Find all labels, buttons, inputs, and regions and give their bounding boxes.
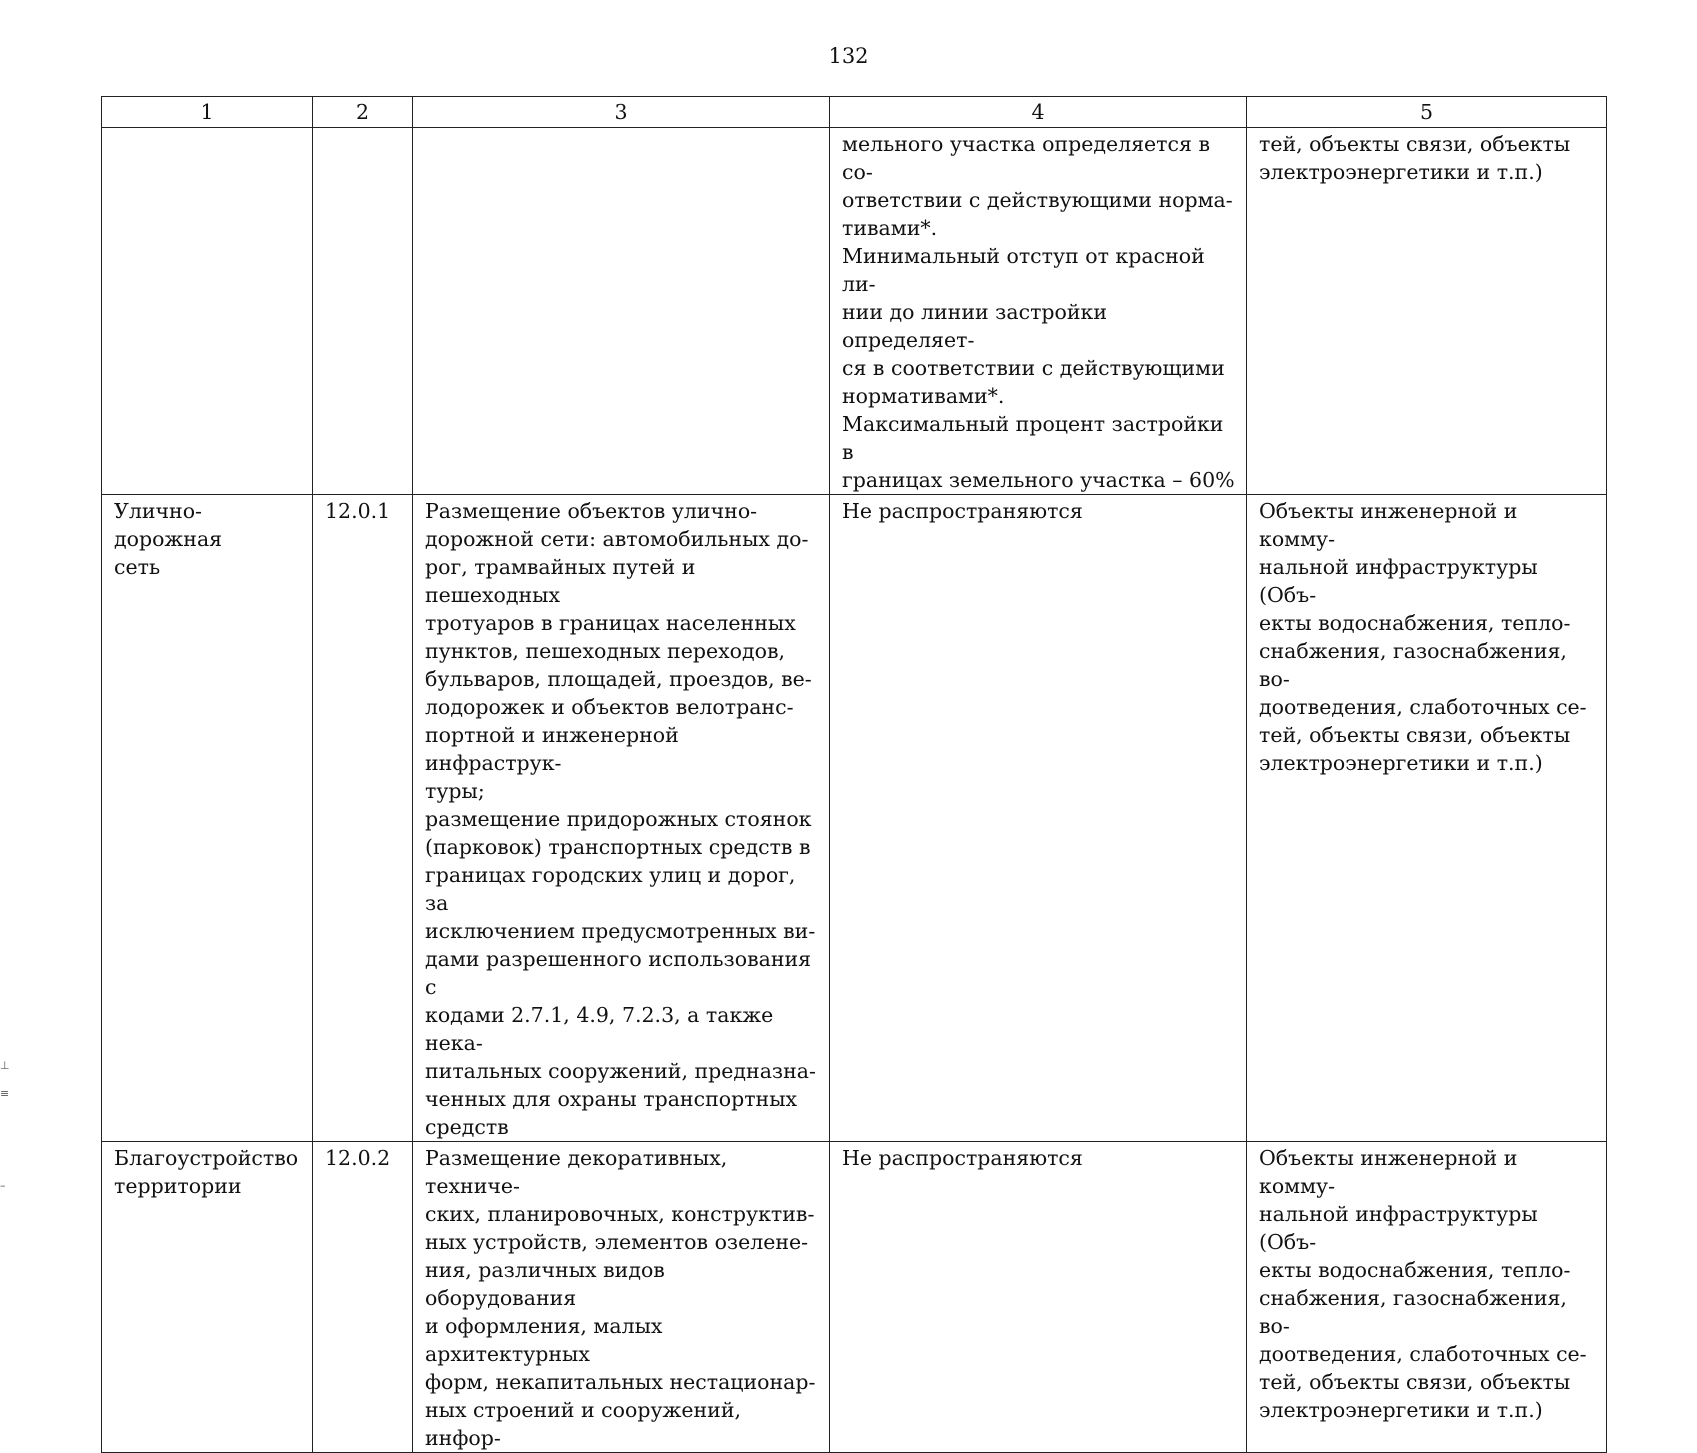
cell-empty <box>413 128 830 495</box>
cell-code <box>313 1142 413 1453</box>
table-row <box>102 495 1607 1142</box>
cell-code <box>313 495 413 1142</box>
cell-description <box>413 495 830 1142</box>
table-row-continuation <box>102 128 1607 495</box>
cell-auxiliary <box>1247 495 1607 1142</box>
cell-empty <box>102 128 313 495</box>
auxiliary-text: Объекты инженерной и комму- нальной инфраструктуры (Объ- екты водоснабжения, тепло- снабжения, газоснабжения, во- доотведения, слаботочных се- тей, объекты связи, объекты электроэнергетики и т.п.) <box>1259 499 1587 775</box>
page-number: 132 <box>828 44 869 68</box>
margin-mark: ≡ <box>0 1087 10 1100</box>
cell-auxiliary <box>1247 1142 1607 1453</box>
column-header-1: 1 <box>102 97 313 128</box>
cell-description <box>413 1142 830 1453</box>
use-type-code: 12.0.1 <box>325 499 391 523</box>
parameters-text: мельного участка определяется в со- ответствии с действующими норма- тивами*. Минимальный отступ от красной ли- нии до линии застройки определяет- ся в соответствии с действующими нормативами*. Максимальный процент застройки в границах земельного участка – 60% <box>842 132 1235 492</box>
use-type-description: Размещение объектов улично- дорожной сети: автомобильных до- рог, трамвайных путей и пешеходных тротуаров в границах населенных пунктов, пешеходных переходов, бульваров, площадей, проездов, ве- лодорожек и объектов велотранс- портной и инженерной инфраструк- туры; размещение придорожных стоянок (парковок) транспортных средств в границах городских улиц и дорог, за исключением предусмотренных ви- дами разрешенного использования с кодами 2.7.1, 4.9, 7.2.3, а также нека- питальных сооружений, предназна- ченных для охраны транспортных средств <box>425 499 816 1139</box>
auxiliary-text: тей, объекты связи, объекты электроэнергетики и т.п.) <box>1259 132 1571 184</box>
margin-mark: – <box>0 1179 6 1192</box>
column-header-3: 3 <box>413 97 830 128</box>
cell-auxiliary <box>1247 128 1607 495</box>
use-type-name: Благоустройство территории <box>114 1146 299 1198</box>
cell-name <box>102 1142 313 1453</box>
column-header-4: 4 <box>830 97 1247 128</box>
column-header-2: 2 <box>313 97 413 128</box>
use-type-description: Размещение декоративных, техниче- ских, планировочных, конструктив- ных устройств, элементов озелене- ния, различных видов оборудования и оформления, малых архитектурных форм, некапитальных нестационар- ных строений и сооружений, инфор- <box>425 1146 816 1450</box>
cell-parameters <box>830 495 1247 1142</box>
cell-empty <box>313 128 413 495</box>
use-type-name: Улично-дорожная сеть <box>114 499 223 579</box>
parameters-text: Не распространяются <box>842 499 1083 523</box>
cell-parameters <box>830 1142 1247 1453</box>
use-type-code: 12.0.2 <box>325 1146 391 1170</box>
table-header-row <box>102 97 1607 128</box>
margin-mark: ⊥ <box>0 1059 10 1072</box>
table-row <box>102 1142 1607 1453</box>
land-use-table <box>101 96 1607 1453</box>
column-header-5: 5 <box>1247 97 1607 128</box>
cell-parameters <box>830 128 1247 495</box>
auxiliary-text: Объекты инженерной и комму- нальной инфраструктуры (Объ- екты водоснабжения, тепло- снабжения, газоснабжения, во- доотведения, слаботочных се- тей, объекты связи, объекты электроэнергетики и т.п.) <box>1259 1146 1587 1422</box>
cell-name <box>102 495 313 1142</box>
parameters-text: Не распространяются <box>842 1146 1083 1170</box>
